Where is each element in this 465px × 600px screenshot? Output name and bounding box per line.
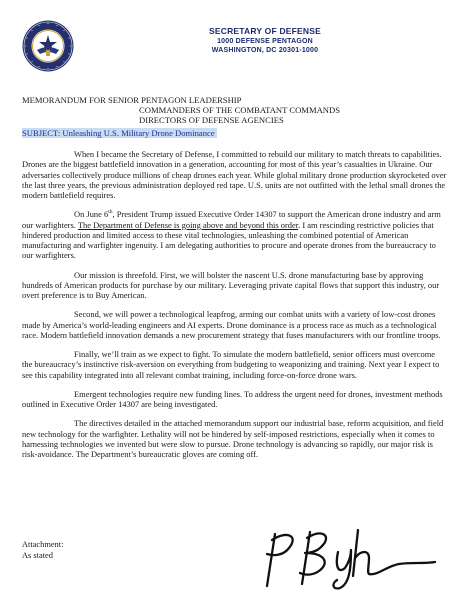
memo-for-line2: COMMANDERS OF THE COMBATANT COMMANDS xyxy=(139,105,340,115)
paragraph-6: Emergent technologies require new funding lines. To address the urgent need for drones, investment methods outlined in Executive Order 14307 are being investigated. xyxy=(22,388,443,409)
paragraph-2-mid: , President Trump issued Executive Order 14307 to support the American drone industry and arm our warfighters. xyxy=(22,209,441,230)
paragraph-7: The directives detailed in the attached memorandum support our industrial base, reform acquisition, and field new technology for the warfighter. Lethality will not be hindered by self-imposed restrictions, especially when it comes to harnessing technologies we invented but were slow to pursue. Drone technology is advancing so rapidly, our major risk is risk-avoidance. The Department’s bureaucratic gloves are coming off. xyxy=(22,418,444,459)
attachment-note xyxy=(22,540,63,561)
paragraph-2 xyxy=(22,209,447,260)
paragraph-4: Second, we will power a technological leapfrog, arming our combat units with a variety of low-cost drones made by America’s world-leading engineers and AI experts. Drone dominance is a process race as much as a technological race. Modern battlefield innovation demands a new procurement strategy that fuses manufacturers with our frontline troops. xyxy=(22,309,441,340)
paragraph-5: Finally, we’ll train as we expect to fight. To simulate the modern battlefield, senior officers must overcome the bureaucracy’s instinctive risk-aversion on everything from budgeting to weaponizing and training. Next year I expect to see this capability integrated into all relevant combat training, including force-on-force drone wars. xyxy=(22,349,440,380)
memo-body xyxy=(22,149,447,459)
letterhead xyxy=(130,27,400,56)
handwritten-signature xyxy=(245,526,460,591)
attachment-label: Attachment: xyxy=(22,540,64,549)
memo-for-line3: DIRECTORS OF DEFENSE AGENCIES xyxy=(139,115,284,125)
department-of-defense-seal xyxy=(22,20,74,72)
attachment-value: As stated xyxy=(22,550,53,560)
letterhead-title: SECRETARY OF DEFENSE xyxy=(209,26,321,36)
letterhead-address-line1: 1000 DEFENSE PENTAGON xyxy=(217,37,313,45)
paragraph-3: Our mission is threefold. First, we will bolster the nascent U.S. drone manufacturing base by approving hundreds of American products for purchase by our military. Leveraging private capital flows that support this industry, our overt preference is to Buy American. xyxy=(22,269,440,300)
subject-line: SUBJECT: Unleashing U.S. Military Drone Dominance xyxy=(22,128,215,138)
ordinal-suffix: th xyxy=(108,209,113,216)
paragraph-2-start: On June 6 xyxy=(74,209,109,220)
memo-for-line1: MEMORANDUM FOR SENIOR PENTAGON LEADERSHIP xyxy=(22,95,242,105)
paragraph-2-end: . I am rescinding restrictive policies that hindered production and limited access to these vital technologies, unleashing the combined potential of American manufacturing and warfighter ingenuity. I am delegating authorities to procure and operate drones from the bureaucracy to our warfighters. xyxy=(22,219,436,261)
paragraph-1: When I became the Secretary of Defense, I committed to rebuild our military to match threats to capabilities. Drones are the biggest battlefield innovation in a generation, accounting for most of this year’s casualties in Ukraine. Our adversaries collectively produce millions of cheap drones each year. While global military drone production skyrocketed over the last three years, the previous administration deployed red tape. U.S. units are not outfitted with the lethal small drones the modern battlefield requires. xyxy=(22,149,447,200)
letterhead-address-line2: WASHINGTON, DC 20301-1000 xyxy=(211,47,319,54)
underlined-statement: The Department of Defense is going above and beyond this order xyxy=(77,219,299,230)
memorandum-addressees xyxy=(22,95,340,125)
